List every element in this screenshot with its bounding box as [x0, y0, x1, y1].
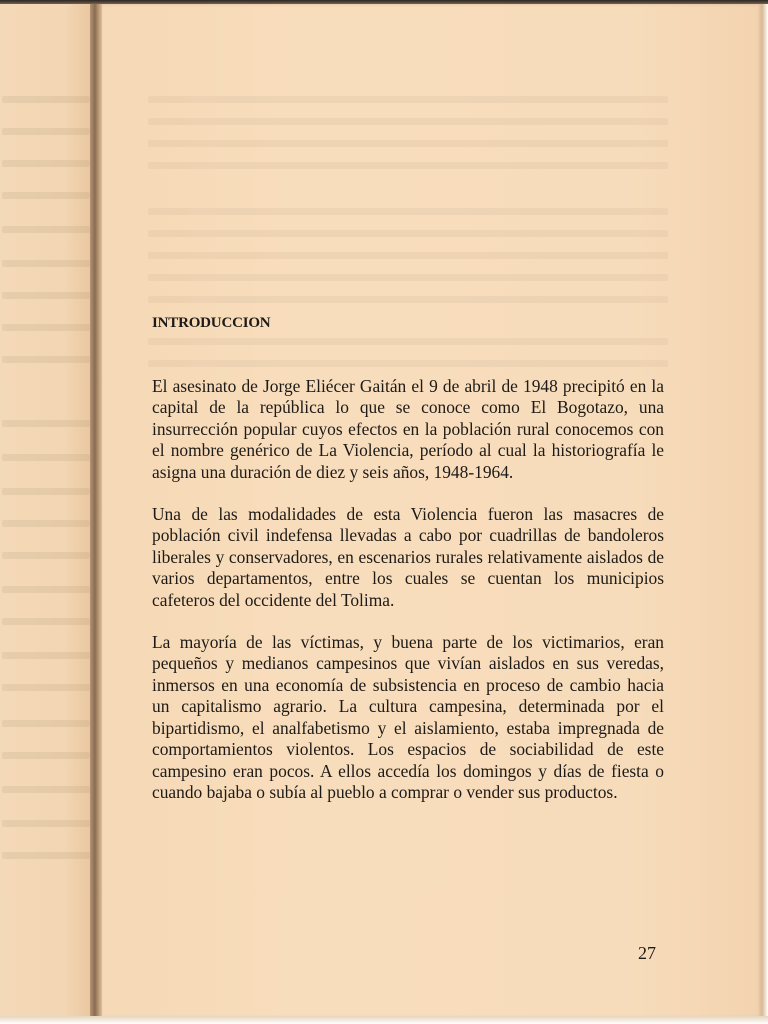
- paragraph-1: El asesinato de Jorge Eliécer Gaitán el 9 de abril de 1948 precipitó en la capital de la república lo que se conoce como El Bogotazo, una insurrección popular cuyos efectos en la población rural conocemos con el nombre genérico de La Violencia, período al cual la historiografía le asigna una duración de diez y seis años, 1948-1964.: [152, 376, 664, 482]
- page-bottom-edge: [0, 1016, 768, 1024]
- paragraph-2: Una de las modalidades de esta Violencia fueron las masacres de población civil indefensa llevadas a cabo por cuadrillas de bandoleros liberales y conservadores, en escenarios rurales relativamente aislados de varios departamentos, entre los cuales se cuentan los municipios cafeteros del occidente del Tolima.: [152, 504, 664, 610]
- section-heading: INTRODUCCION: [152, 315, 271, 331]
- paragraph-3: La mayoría de las víctimas, y buena parte de los victimarios, eran pequeños y medianos campesinos que vivían aislados en sus veredas, inmersos en una economía de subsistencia en proceso de cambio hacia un capitalismo agrario. La cultura campesina, determinada por el bipartidismo, el analfabetismo y el aislamiento, estaba impregnada de comportamientos violentos. Los espacios de sociabilidad de este campesino eran pocos. A ellos accedía los domingos y días de fiesta o cuando bajaba o subía al pueblo a comprar o vender sus productos.: [152, 632, 664, 802]
- page-number: 27: [638, 943, 656, 963]
- page-right-edge: [762, 4, 768, 1020]
- page-text: [152, 312, 664, 824]
- left-page: [0, 4, 92, 1020]
